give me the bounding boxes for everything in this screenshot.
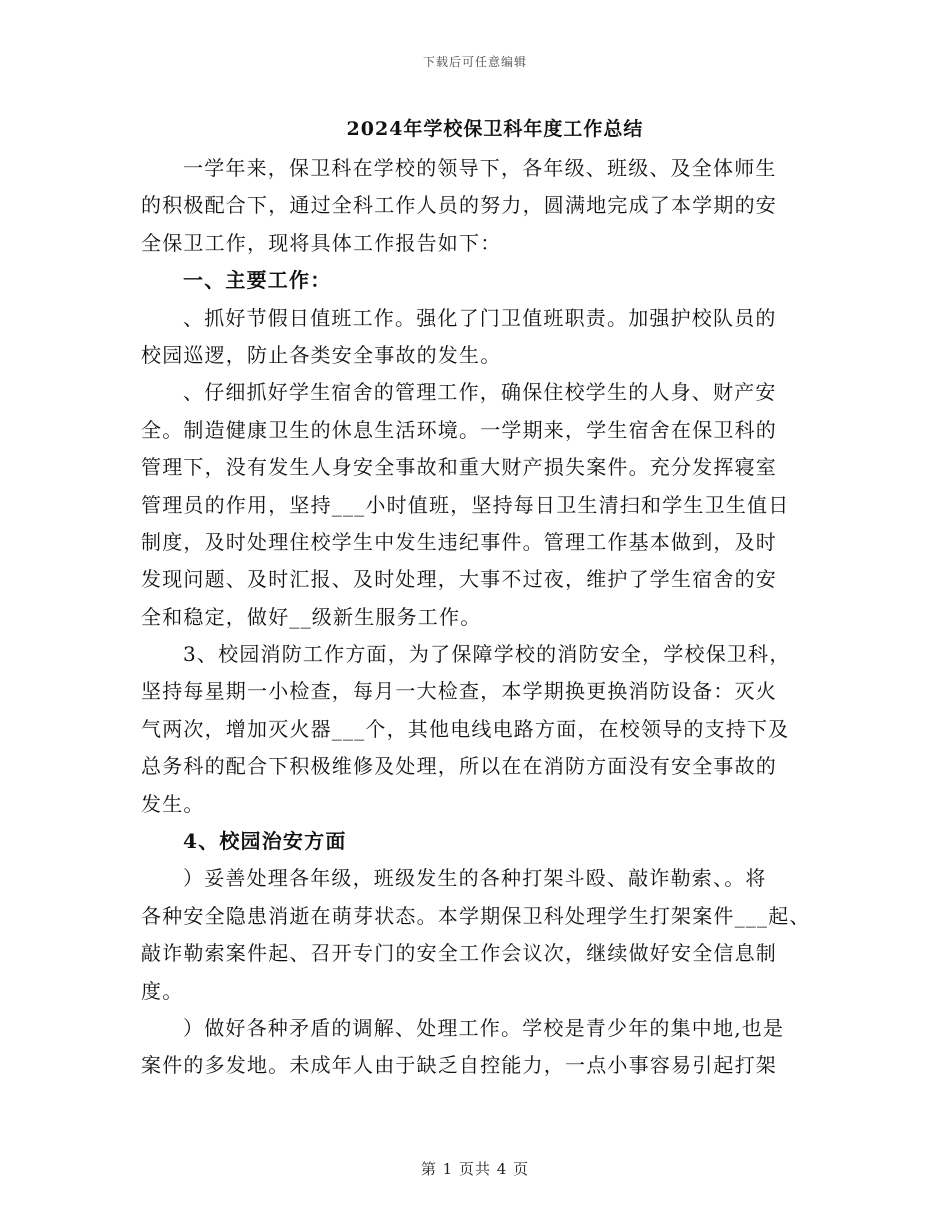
paragraph-line: 校园巡逻，防止各类安全事故的发生。 (141, 342, 502, 367)
paragraph-line: 坚持每星期一小检查，每月一大检查，本学期换更换消防设备：灭火 (141, 679, 777, 704)
paragraph-line: ）做好各种矛盾的调解、处理工作。学校是青少年的集中地,也是 (183, 1015, 785, 1040)
section-heading: 4、校园治安方面 (183, 829, 347, 854)
paragraph-line: 管理员的作用，坚持___小时值班，坚持每日卫生清扫和学生卫生值日 (141, 492, 790, 517)
section-heading: 一、主要工作： (183, 268, 332, 293)
paragraph-line: 度。 (141, 978, 184, 1003)
paragraph-line: 一学年来，保卫科在学校的领导下，各年级、班级、及全体师生 (183, 156, 777, 180)
paragraph-line: 全和稳定，做好__级新生服务工作。 (141, 604, 482, 629)
paragraph-line: 、抓好节假日值班工作。强化了门卫值班职责。加强护校队员的 (183, 305, 777, 330)
paragraph-line: 气两次，增加灭火器___个，其他电线电路方面，在校领导的支持下及 (141, 716, 790, 741)
page-footer: 第 1 页共 4 页 (420, 1160, 530, 1178)
document-title: 2024年学校保卫科年度工作总结 (346, 118, 644, 140)
paragraph-line: 总务科的配合下积极维修及处理，所以在在消防方面没有安全事故的 (141, 754, 777, 779)
paragraph-line: 发现问题、及时汇报、及时处理，大事不过夜，维护了学生宿舍的安 (141, 567, 777, 592)
paragraph-line: 3、校园消防工作方面，为了保障学校的消防安全，学校保卫科， (183, 642, 791, 667)
paragraph-line: 发生。 (141, 791, 205, 816)
paragraph-line: 各种安全隐患消逝在萌芽状态。本学期保卫科处理学生打架案件___起、 (141, 903, 811, 928)
header-note: 下载后可任意编辑 (422, 55, 527, 69)
paragraph-line: ）妥善处理各年级，班级发生的各种打架斗殴、敲诈勒索、。将 (183, 866, 767, 891)
paragraph-line: 全。制造健康卫生的休息生活环境。一学期来，学生宿舍在保卫科的 (141, 417, 777, 442)
body-text (141, 150, 813, 1085)
paragraph-line: 的积极配合下，通过全科工作人员的努力，圆满地完成了本学期的安 (141, 193, 777, 218)
paragraph-line: 敲诈勒索案件起、召开专门的安全工作会议次，继续做好安全信息制 (141, 941, 777, 966)
paragraph-line: 全保卫工作，现将具体工作报告如下： (141, 230, 502, 255)
paragraph-line: 制度，及时处理住校学生中发生违纪事件。管理工作基本做到，及时 (141, 529, 777, 554)
paragraph-line: 案件的多发地。未成年人由于缺乏自控能力，一点小事容易引起打架 (141, 1053, 777, 1078)
paragraph-line: 管理下，没有发生人身安全事故和重大财产损失案件。充分发挥寝室 (141, 455, 777, 480)
paragraph-line: 、仔细抓好学生宿舍的管理工作，确保住校学生的人身、财产安 (183, 380, 777, 405)
